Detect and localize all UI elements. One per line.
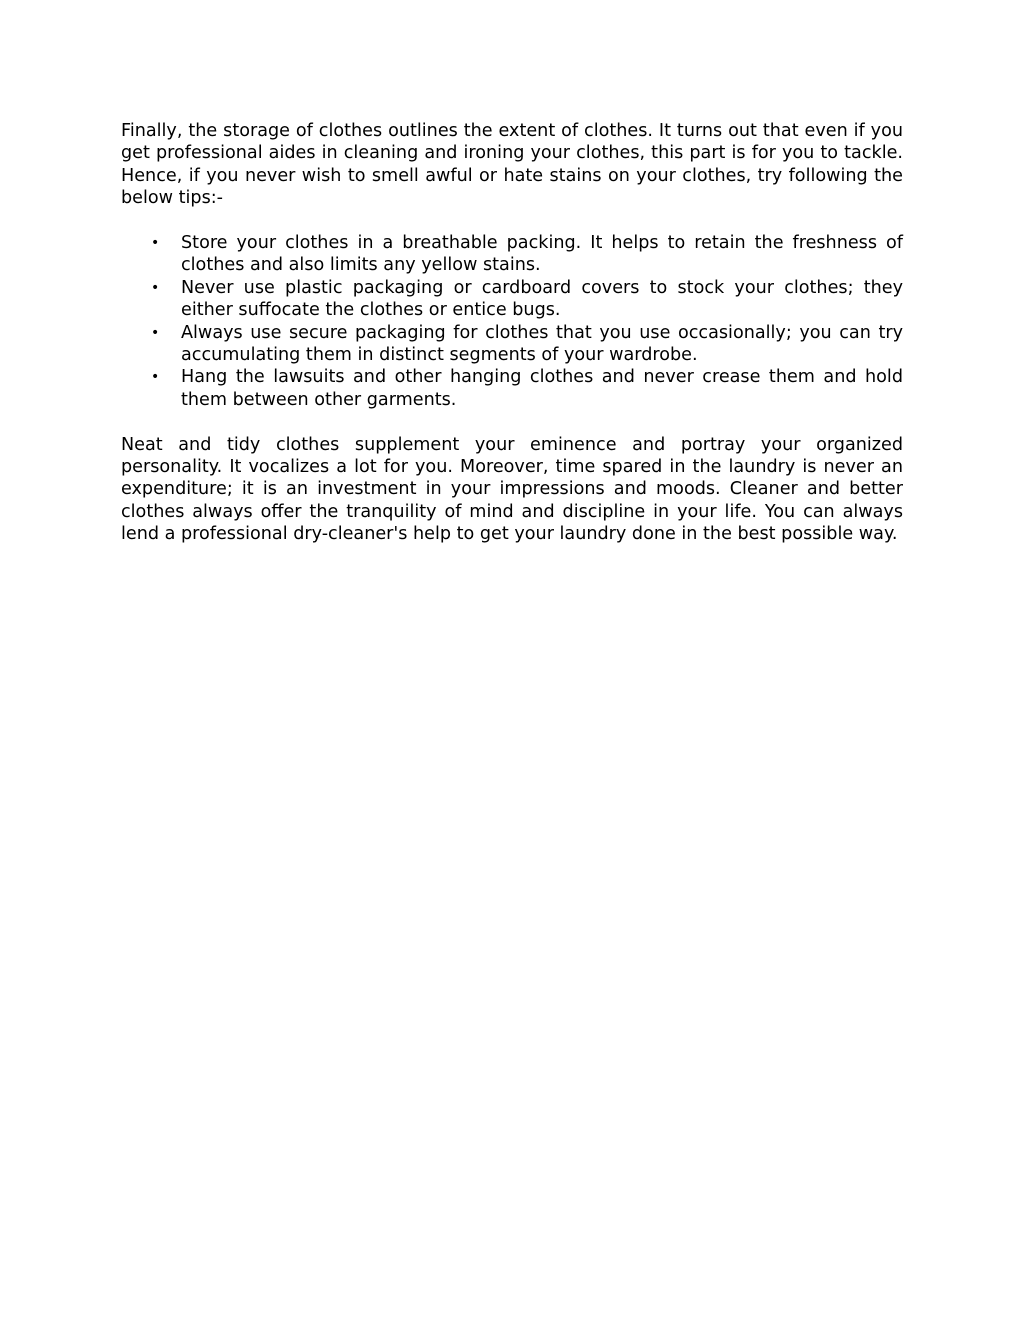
tip-text: Never use plastic packaging or cardboard covers to stock your clothes; they either suffocate the clothes or entice bugs.	[181, 277, 903, 321]
tips-list	[121, 232, 903, 411]
document-page	[121, 120, 903, 546]
list-item	[151, 277, 903, 322]
bullet-icon: •	[151, 279, 160, 296]
tip-text: Store your clothes in a breathable packing. It helps to retain the freshness of clothes and also limits any yellow stains.	[181, 233, 903, 276]
list-item	[151, 232, 903, 277]
bullet-icon: •	[151, 235, 160, 252]
intro-paragraph: Finally, the storage of clothes outlines the extent of clothes. It turns out that even if you get professional aides in cleaning and ironing your clothes, this part is for you to tackle. Hence, if you never wish to smell awful or hate stains on your clothes, try following the below tips:-	[121, 121, 903, 209]
tip-text: Always use secure packaging for clothes that you use occasionally; you can try accumulating them in distinct segments of your wardrobe.	[181, 322, 903, 366]
bullet-icon: •	[151, 324, 160, 341]
conclusion-paragraph: Neat and tidy clothes supplement your eminence and portray your organized personality. It vocalizes a lot for you. Moreover, time spared in the laundry is never an expenditure; it is an investment in your impressions and moods. Cleaner and better clothes always offer the tranquility of mind and discipline in your life. You can always lend a professional dry-cleaner's help to get your laundry done in the best possible way.	[121, 434, 903, 545]
bullet-icon: •	[151, 369, 160, 386]
tip-text: Hang the lawsuits and other hanging clothes and never crease them and hold them between other garments.	[181, 367, 903, 410]
list-item	[151, 322, 903, 367]
list-item	[151, 366, 903, 411]
